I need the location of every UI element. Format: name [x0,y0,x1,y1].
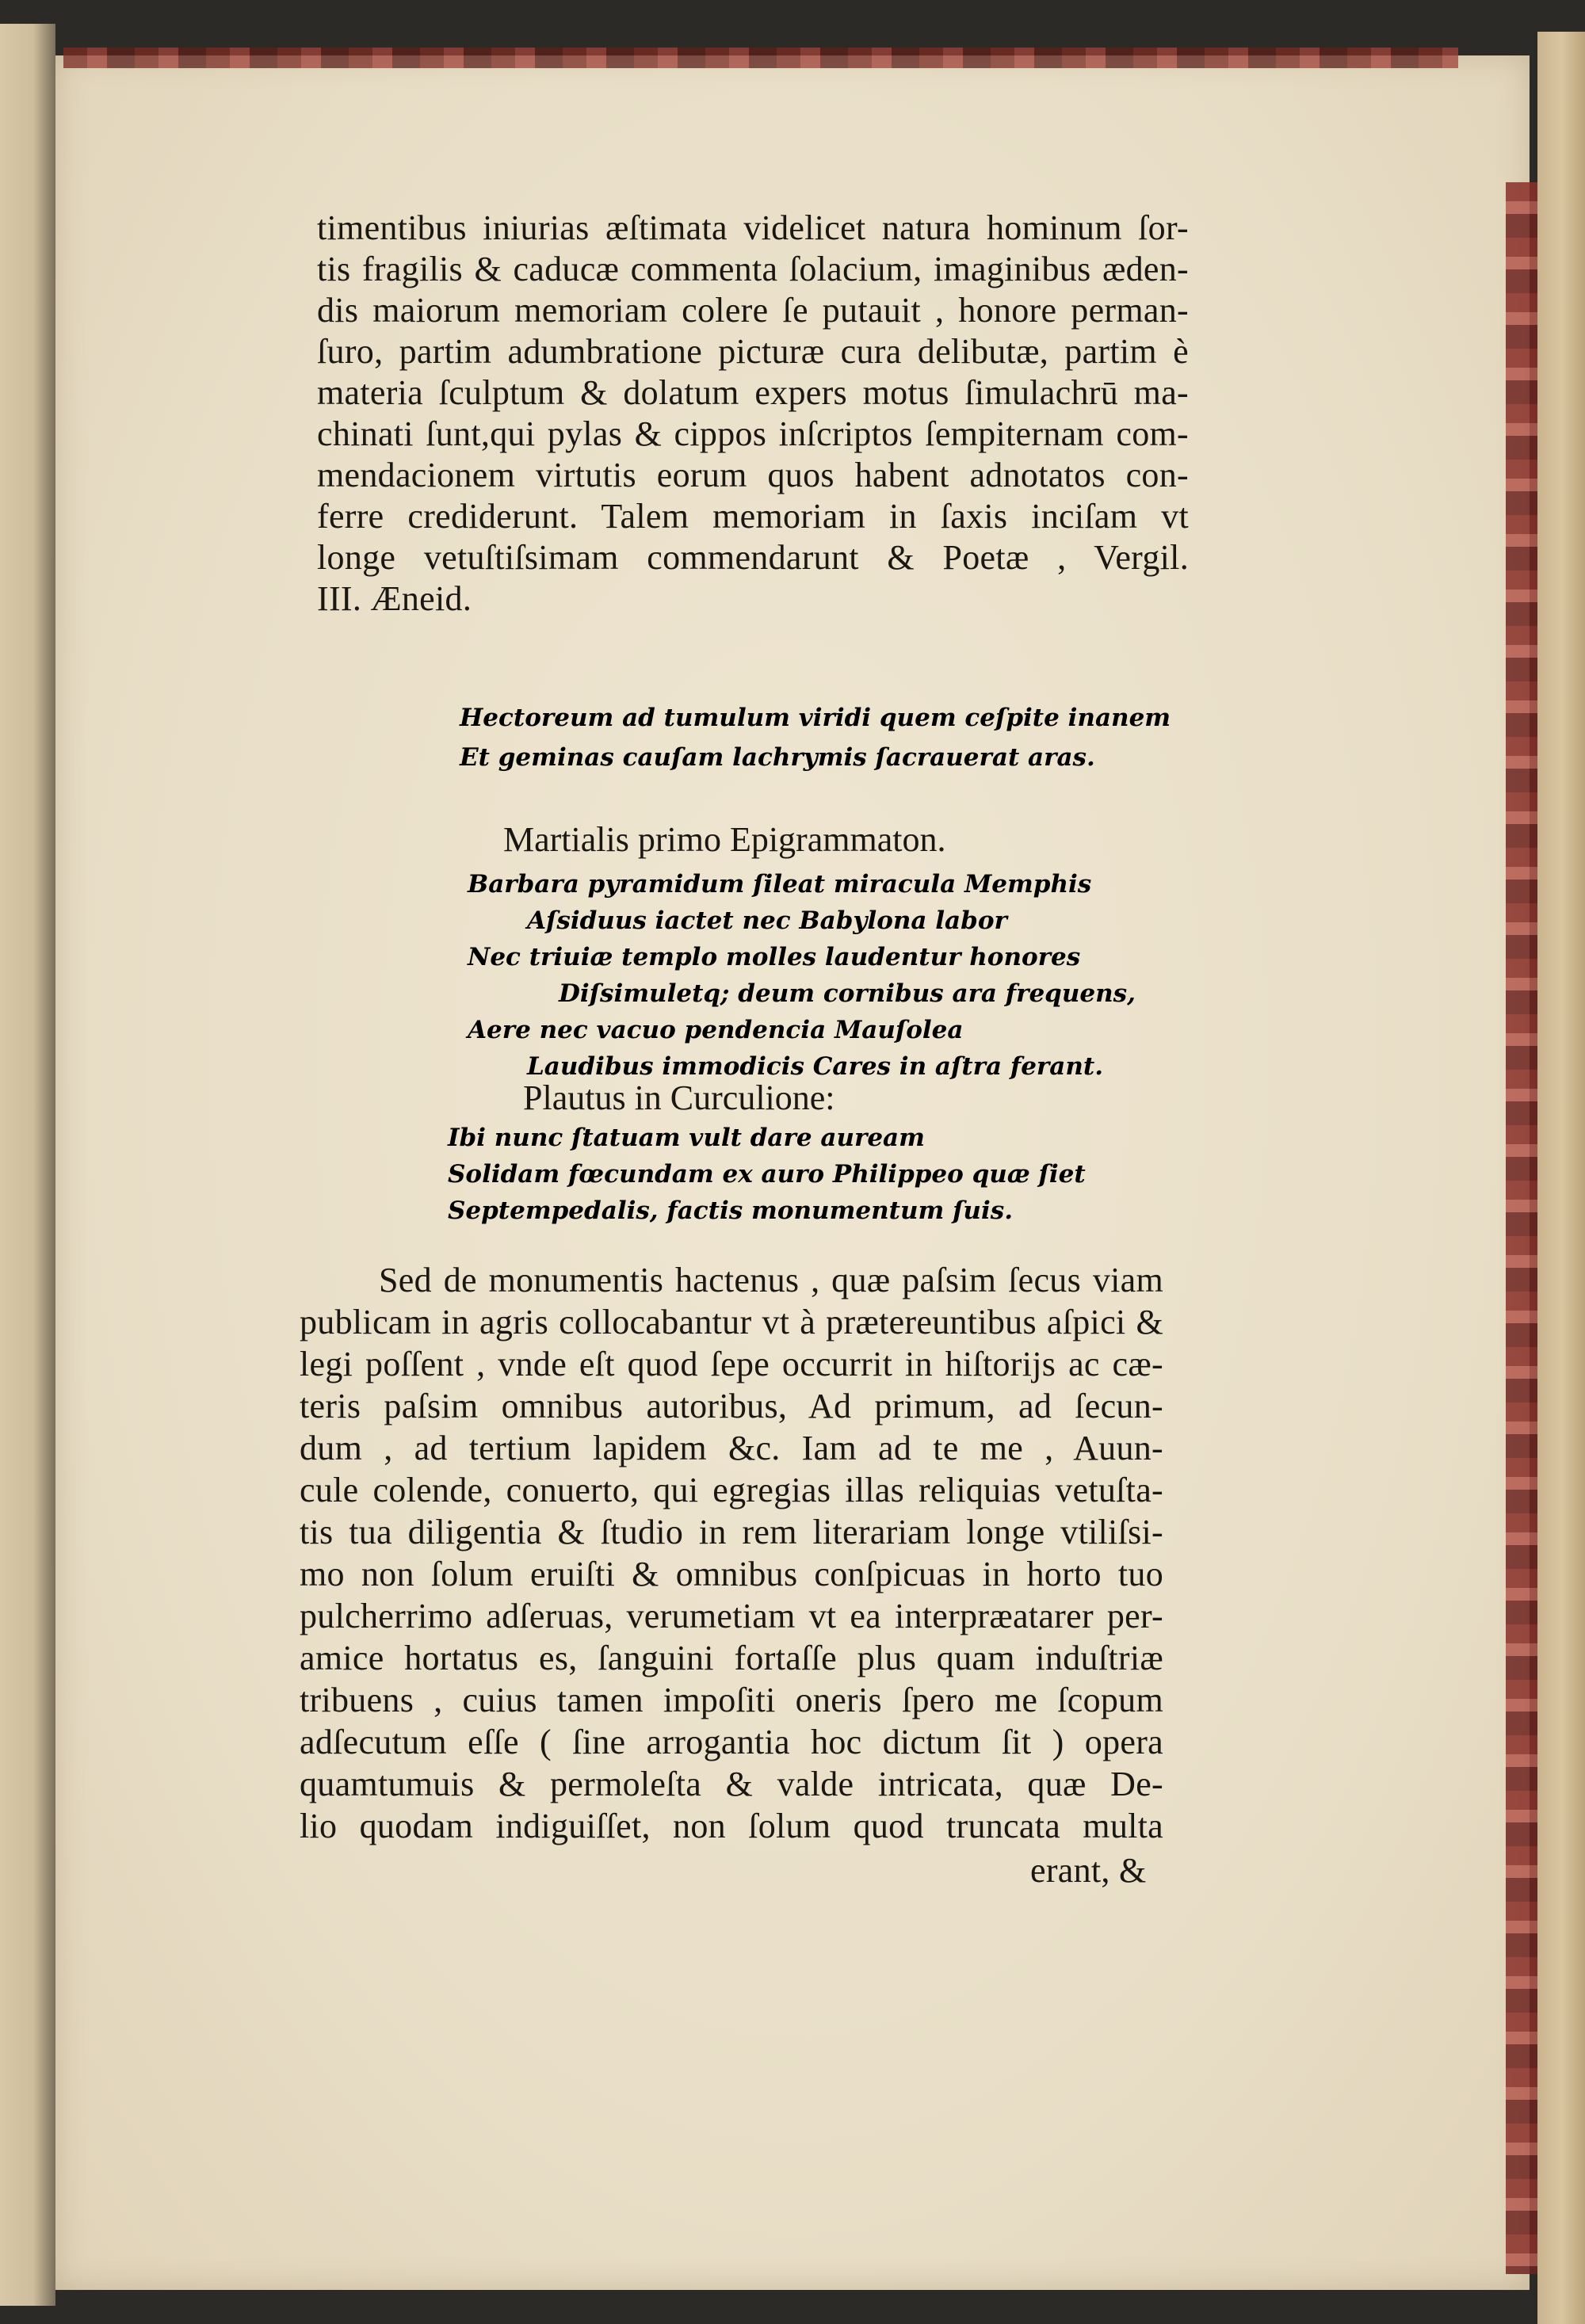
plautus-verse: Septempedalis, factis monumentum ſuis. [448,1196,1013,1225]
body-line: lio quodam indiguiſſet, non ſolum quod truncata multa [300,1807,1163,1845]
catchword: erant, & [1030,1851,1147,1890]
martial-verse: Aere nec vacuo pendencia Mauſolea [468,1016,964,1044]
body-line: timentibus iniurias æſtimata videlicet natura hominum ſor- [317,208,1189,247]
body-line: chinati ſunt,qui pylas & cippos inſcriptos ſempiternam com- [317,414,1189,453]
body-line: III. Æneid. [317,579,472,618]
body-line: ferre crediderunt. Talem memoriam in ſaxis inciſam vt [317,497,1189,536]
martial-verse: Aſsiduus iactet nec Babylona labor [527,906,1007,935]
martial-heading: Martialis primo Epigrammaton. [503,820,946,859]
body-line: mendacionem virtutis eorum quos habent adnotatos con- [317,456,1189,494]
body-line: tribuens , cuius tamen impoſiti oneris ſpero me ſcopum [300,1681,1163,1719]
martial-verse: Nec triuiæ templo molles laudentur honores [468,943,1081,971]
body-line: quamtumuis & permoleſta & valde intricata, quæ De- [300,1765,1163,1803]
plautus-verse: Ibi nunc ſtatuam vult dare auream [448,1124,925,1152]
binding-stain [1506,182,1537,2274]
vergil-verse: Hectoreum ad tumulum viridi quem ceſpite inanem [460,704,1171,732]
binding-edge [1537,32,1585,2324]
body-line: Sed de monumentis hactenus , quæ paſsim ſecus viam [379,1261,1163,1299]
body-line: legi poſſent , vnde eſt quod ſepe occurrit in hiſtorijs ac cæ- [300,1345,1163,1383]
body-line: mo non ſolum eruiſti & omnibus conſpicuas in horto tuo [300,1555,1163,1593]
martial-verse: Barbara pyramidum ſileat miracula Memphis [468,870,1092,899]
body-line: tis tua diligentia & ſtudio in rem literariam longe vtiliſsi- [300,1513,1163,1551]
body-line: ſuro, partim adumbratione picturæ cura delibutæ, partim è [317,332,1189,371]
page-top-stain [63,48,1458,68]
plautus-heading: Plautus in Curculione: [523,1078,835,1117]
martial-verse: Laudibus immodicis Cares in aſtra ferant. [527,1052,1103,1081]
body-line: tis fragilis & caducæ commenta ſolacium, imaginibus æden- [317,250,1189,288]
scan-edge-left [0,24,55,2306]
body-line: materia ſculptum & dolatum expers motus ſimulachrū ma- [317,373,1189,412]
body-line: longe vetuſtiſsimam commendarunt & Poetæ , Vergil. [317,538,1189,577]
body-line: amice hortatus es, ſanguini fortaſſe plus quam induſtriæ [300,1639,1163,1677]
martial-verse: Diſsimuletq; deum cornibus ara frequens, [559,979,1136,1008]
plautus-verse: Solidam fœcundam ex auro Philippeo quæ ſiet [448,1160,1086,1189]
body-line: dis maiorum memoriam colere ſe putauit , honore perman- [317,291,1189,330]
body-line: dum , ad tertium lapidem &c. Iam ad te me , Auun- [300,1429,1163,1467]
body-line: adſecutum eſſe ( ſine arrogantia hoc dictum ſit ) opera [300,1723,1163,1761]
vergil-verse: Et geminas cauſam lachrymis ſacrauerat aras. [460,743,1095,772]
body-line: publicam in agris collocabantur vt à prætereuntibus aſpici & [300,1303,1163,1341]
body-line: cule colende, conuerto, qui egregias illas reliquias vetuſta- [300,1471,1163,1509]
body-line: teris paſsim omnibus autoribus, Ad primum, ad ſecun- [300,1387,1163,1425]
body-line: pulcherrimo adſeruas, verumetiam vt ea interpræatarer per- [300,1597,1163,1635]
